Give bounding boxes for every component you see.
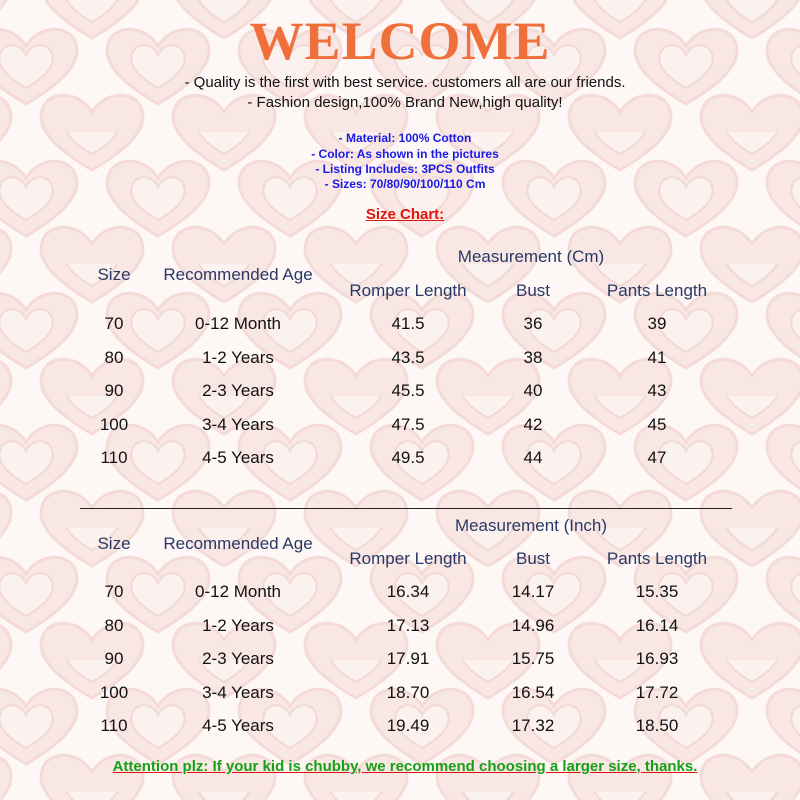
cell-pants-length: 17.72 <box>635 682 679 702</box>
cell-bust: 17.32 <box>511 716 555 735</box>
cell-age: 0-12 Month <box>195 314 281 333</box>
cell-pants-length: 16.93 <box>635 649 679 668</box>
cell-pants-length: 43 <box>647 381 667 400</box>
cell-romper-length: 45.5 <box>391 381 425 400</box>
cell-bust: 14.96 <box>511 615 555 635</box>
welcome-title: WELCOME <box>249 11 551 71</box>
column-header-bust: Bust <box>515 281 551 300</box>
column-header-size: Size <box>97 534 131 553</box>
cell-age: 2-3 Years <box>202 381 274 400</box>
cell-romper-length: 16.34 <box>386 582 430 601</box>
column-header-pants-length: Pants Length <box>606 549 708 568</box>
column-header-romper-length: Romper Length <box>349 281 467 300</box>
attention-note: Attention plz: If your kid is chubby, we recommend choosing a larger size, thanks. <box>112 758 698 775</box>
cell-pants-length: 15.35 <box>635 582 679 601</box>
cell-pants-length: 18.50 <box>635 716 679 735</box>
cell-age: 3-4 Years <box>202 414 274 434</box>
spec-material: - Material: 100% Cotton <box>338 131 472 145</box>
cell-pants-length: 41 <box>647 347 667 367</box>
column-header-age: Recommended Age <box>163 265 313 284</box>
cell-bust: 44 <box>523 448 543 467</box>
cell-age: 0-12 Month <box>195 582 281 601</box>
column-header-romper-length: Romper Length <box>349 549 467 568</box>
cell-age: 4-5 Years <box>202 716 274 735</box>
cell-pants-length: 39 <box>647 314 667 333</box>
spec-sizes: - Sizes: 70/80/90/100/110 Cm <box>324 177 486 191</box>
cell-age: 4-5 Years <box>202 448 274 467</box>
cell-size: 110 <box>100 716 128 735</box>
column-header-pants-length: Pants Length <box>606 281 708 300</box>
cell-bust: 15.75 <box>511 649 555 668</box>
spec-listing: - Listing Includes: 3PCS Outfits <box>315 162 495 176</box>
cell-romper-length: 19.49 <box>386 716 430 735</box>
cell-romper-length: 17.91 <box>386 649 430 668</box>
cell-size: 90 <box>104 649 124 668</box>
cell-bust: 14.17 <box>511 582 555 601</box>
cell-bust: 42 <box>523 414 543 434</box>
cell-size: 80 <box>104 615 124 635</box>
cell-bust: 16.54 <box>511 682 555 702</box>
cell-romper-length: 18.70 <box>386 682 430 702</box>
measurement-group-header: Measurement (Cm) <box>457 247 605 266</box>
size-chart-label: Size Chart: <box>365 206 445 223</box>
tagline-fashion: - Fashion design,100% Brand New,high quality! <box>247 94 563 111</box>
measurement-group-header: Measurement (Inch) <box>454 516 608 535</box>
cell-bust: 40 <box>523 381 543 400</box>
cell-bust: 36 <box>523 314 543 333</box>
cell-size: 70 <box>104 582 124 601</box>
cell-pants-length: 45 <box>647 414 667 434</box>
tagline-quality: - Quality is the first with best service. customers all are our friends. <box>184 74 626 91</box>
cell-romper-length: 47.5 <box>391 414 425 434</box>
cell-romper-length: 49.5 <box>391 448 425 467</box>
cell-pants-length: 16.14 <box>635 615 679 635</box>
cell-bust: 38 <box>523 347 543 367</box>
column-header-bust: Bust <box>515 549 551 568</box>
cell-age: 1-2 Years <box>202 347 274 367</box>
spec-color: - Color: As shown in the pictures <box>311 147 499 161</box>
cell-age: 1-2 Years <box>202 615 274 635</box>
column-header-age: Recommended Age <box>163 534 313 553</box>
cell-romper-length: 43.5 <box>391 347 425 367</box>
cell-size: 110 <box>100 448 128 467</box>
cell-romper-length: 41.5 <box>391 314 425 333</box>
cell-pants-length: 47 <box>647 448 667 467</box>
cell-size: 80 <box>104 347 124 367</box>
table-divider <box>80 508 732 509</box>
cell-size: 100 <box>99 682 129 702</box>
cell-romper-length: 17.13 <box>386 615 430 635</box>
cell-size: 100 <box>99 414 129 434</box>
cell-size: 70 <box>104 314 124 333</box>
cell-age: 3-4 Years <box>202 682 274 702</box>
cell-size: 90 <box>104 381 124 400</box>
column-header-size: Size <box>97 265 131 284</box>
cell-age: 2-3 Years <box>202 649 274 668</box>
